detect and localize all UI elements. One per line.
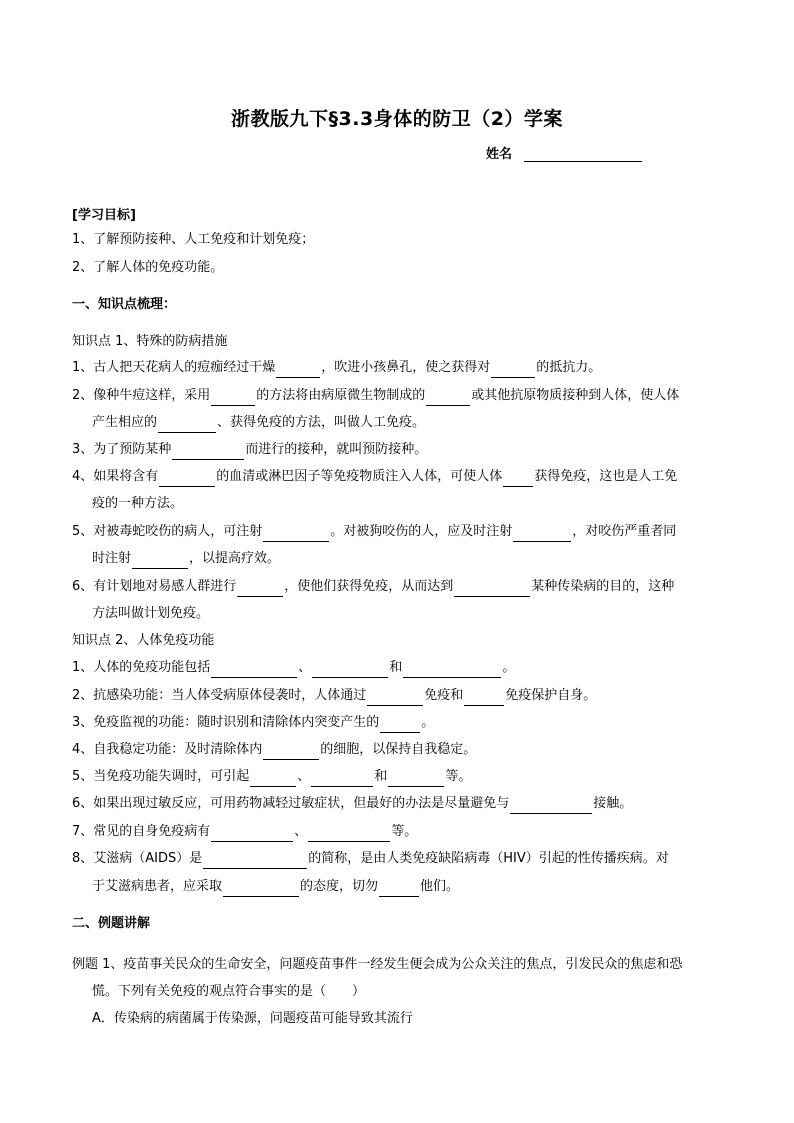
answer-blank[interactable] xyxy=(263,745,319,760)
text: 免疫保护自身。 xyxy=(505,688,597,703)
text: 1、古人把天花病人的痘痂经过干燥 xyxy=(72,360,276,375)
item-7 xyxy=(72,822,417,842)
answer-blank[interactable] xyxy=(454,582,530,597)
text: 。对被狗咬伤的人，应及时注射 xyxy=(330,524,513,539)
text: 4、如果将含有 xyxy=(72,469,159,484)
answer-blank[interactable] xyxy=(312,663,388,678)
answer-blank[interactable] xyxy=(159,472,215,487)
text: 8、艾滋病（AIDS）是 xyxy=(72,851,203,866)
item-5 xyxy=(72,767,471,787)
text: 而进行的接种，就叫预防接种。 xyxy=(245,442,428,457)
goal-item-1: 1、了解预防接种、人工免疫和计划免疫； xyxy=(72,232,315,247)
section1-heading: 一、知识点梳理： xyxy=(72,297,177,312)
text: 的态度，切勿 xyxy=(300,879,379,894)
text: 于艾滋病患者，应采取 xyxy=(92,879,223,894)
answer-blank[interactable] xyxy=(223,882,299,897)
answer-blank[interactable] xyxy=(158,418,216,433)
question-1 xyxy=(72,358,601,378)
text: 的抵抗力。 xyxy=(536,360,602,375)
item-8-cont xyxy=(92,877,459,897)
answer-blank[interactable] xyxy=(211,391,255,406)
question-6 xyxy=(72,577,674,597)
section2-heading: 二、例题讲解 xyxy=(72,916,151,931)
text: 6、有计划地对易感人群进行 xyxy=(72,579,237,594)
example1-line2: 慌。下列有关免疫的观点符合事实的是（ ） xyxy=(92,984,366,999)
text: 和 xyxy=(389,660,403,675)
text: 。 xyxy=(421,715,435,730)
question-3 xyxy=(72,440,427,460)
answer-blank[interactable] xyxy=(464,691,504,706)
text: 某种传染病的目的，这种 xyxy=(531,579,675,594)
example1-line1: 例题 1、疫苗事关民众的生命安全，问题疫苗事件一经发生便会成为公众关注的焦点，引发民众的焦虑和恐 xyxy=(72,957,683,972)
text: 1、人体的免疫功能包括 xyxy=(72,660,211,675)
answer-blank[interactable] xyxy=(380,718,420,733)
text: 7、常见的自身免疫病有 xyxy=(72,824,211,839)
item-6 xyxy=(72,794,632,814)
text: ，对咬伤严重者同 xyxy=(572,524,677,539)
text: 接触。 xyxy=(593,796,633,811)
text: 、 xyxy=(297,769,311,784)
name-label: 姓名 xyxy=(486,147,513,162)
text: 获得免疫，这也是人工免 xyxy=(534,469,678,484)
answer-blank[interactable] xyxy=(308,827,390,842)
answer-blank[interactable] xyxy=(203,854,307,869)
answer-blank[interactable] xyxy=(403,663,501,678)
text: 2、抗感染功能：当人体受病原体侵袭时，人体通过 xyxy=(72,688,367,703)
item-8 xyxy=(72,849,669,869)
answer-blank[interactable] xyxy=(503,472,533,487)
question-5-cont xyxy=(92,549,280,569)
text: 3、为了预防某种 xyxy=(72,442,172,457)
answer-blank[interactable] xyxy=(250,772,296,787)
answer-blank[interactable] xyxy=(172,445,244,460)
knowledge2-title: 知识点 2、人体免疫功能 xyxy=(72,633,215,648)
page-title: 浙教版九下§3.3身体的防卫（2）学案 xyxy=(231,108,563,130)
item-4 xyxy=(72,740,476,760)
text: 。 xyxy=(502,660,516,675)
text: ，使他们获得免疫，从而达到 xyxy=(284,579,454,594)
goal-item-2: 2、了解人体的免疫功能。 xyxy=(72,260,224,275)
text: 的方法将由病原微生物制成的 xyxy=(256,388,426,403)
text: 4、自我稳定功能：及时清除体内 xyxy=(72,742,263,757)
text: 5、对被毒蛇咬伤的病人，可注射 xyxy=(72,524,263,539)
question-2-cont xyxy=(92,413,425,433)
text: 、 xyxy=(294,824,308,839)
name-field xyxy=(486,143,642,162)
name-blank[interactable] xyxy=(524,148,642,162)
text: 2、像种牛痘这样，采用 xyxy=(72,388,211,403)
text: 5、当免疫功能失调时，可引起 xyxy=(72,769,250,784)
answer-blank[interactable] xyxy=(132,554,188,569)
text: 6、如果出现过敏反应，可用药物减轻过敏症状，但最好的办法是尽量避免与 xyxy=(72,796,510,811)
text: 的简称，是由人类免疫缺陷病毒（HIV）引起的性传播疾病。对 xyxy=(308,851,669,866)
answer-blank[interactable] xyxy=(367,691,423,706)
answer-blank[interactable] xyxy=(211,663,297,678)
question-2 xyxy=(72,386,679,406)
question-5 xyxy=(72,522,676,542)
example1-option-a[interactable]: A．传染病的病菌属于传染源，问题疫苗可能导致其流行 xyxy=(92,1011,413,1026)
answer-blank[interactable] xyxy=(491,363,535,378)
goals-heading: [学习目标] xyxy=(72,208,136,223)
answer-blank[interactable] xyxy=(513,527,571,542)
answer-blank[interactable] xyxy=(211,827,293,842)
text: 时注射 xyxy=(92,551,132,566)
question-6-cont: 方法叫做计划免疫。 xyxy=(92,606,210,621)
answer-blank[interactable] xyxy=(263,527,329,542)
text: 或其他抗原物质接种到人体，使人体 xyxy=(471,388,680,403)
question-4-cont: 疫的一种方法。 xyxy=(92,496,184,511)
answer-blank[interactable] xyxy=(510,799,592,814)
item-3 xyxy=(72,713,434,733)
text: 产生相应的 xyxy=(92,415,158,430)
text: ，以提高疗效。 xyxy=(189,551,281,566)
text: 3、免疫监视的功能：随时识别和清除体内突变产生的 xyxy=(72,715,380,730)
text: 的细胞，以保持自我稳定。 xyxy=(320,742,477,757)
text: 等。 xyxy=(391,824,418,839)
answer-blank[interactable] xyxy=(379,882,419,897)
answer-blank[interactable] xyxy=(237,582,283,597)
item-1 xyxy=(72,658,515,678)
text: ，吹进小孩鼻孔，使之获得对 xyxy=(321,360,491,375)
text: 的血清或淋巴因子等免疫物质注入人体，可使人体 xyxy=(216,469,503,484)
text: 和 xyxy=(374,769,388,784)
answer-blank[interactable] xyxy=(276,363,320,378)
text: 免疫和 xyxy=(424,688,464,703)
question-4 xyxy=(72,467,677,487)
item-2 xyxy=(72,686,596,706)
answer-blank[interactable] xyxy=(426,391,470,406)
text: 他们。 xyxy=(420,879,460,894)
answer-blank[interactable] xyxy=(311,772,373,787)
knowledge1-title: 知识点 1、特殊的防病措施 xyxy=(72,334,228,349)
text: 、获得免疫的方法，叫做人工免疫。 xyxy=(217,415,426,430)
text: 等。 xyxy=(445,769,472,784)
text: 、 xyxy=(298,660,312,675)
answer-blank[interactable] xyxy=(388,772,444,787)
